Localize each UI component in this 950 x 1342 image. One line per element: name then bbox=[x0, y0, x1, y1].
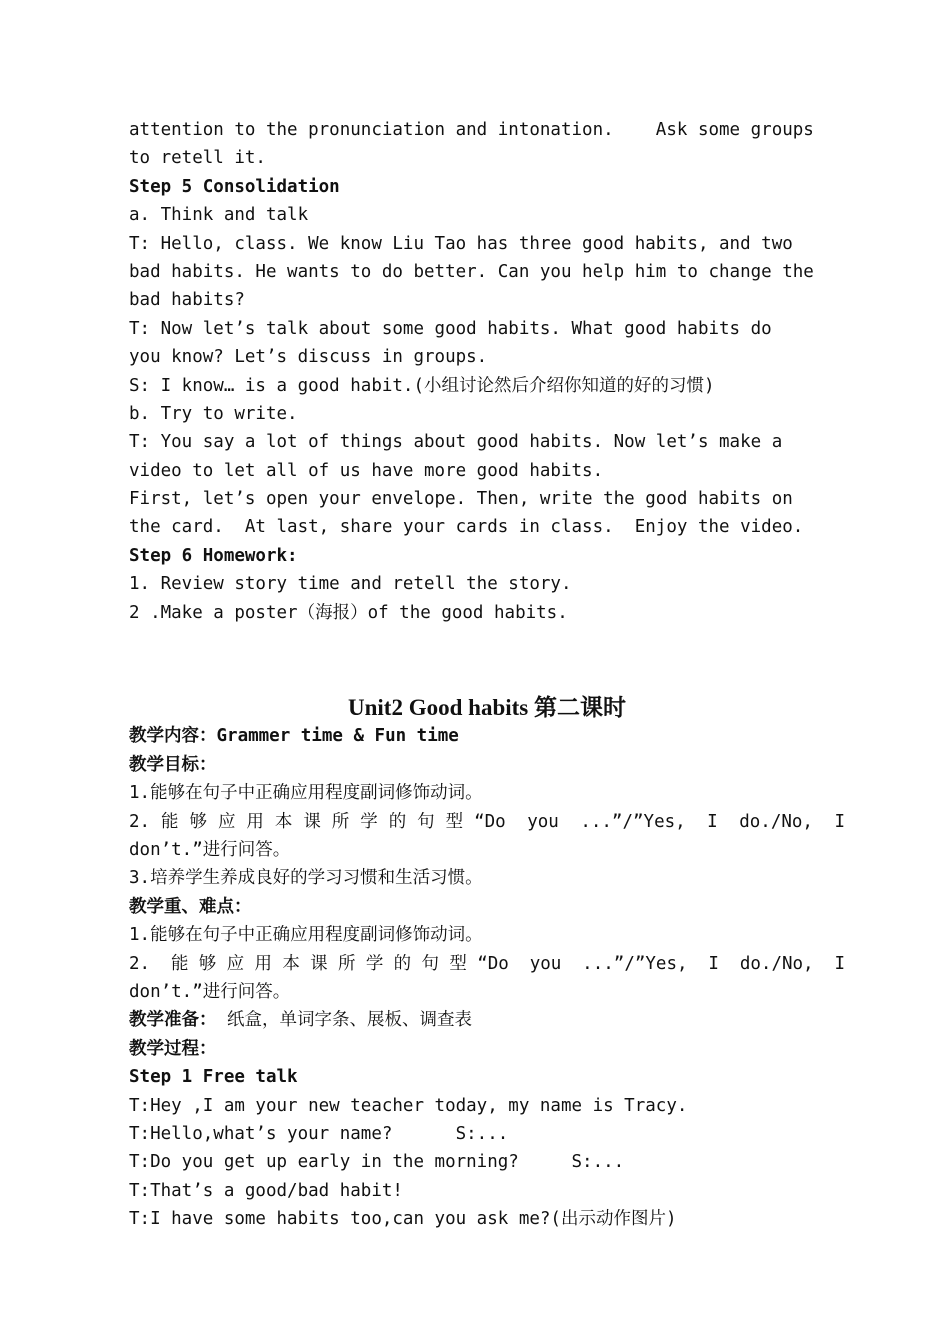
text-line: 2. 能够应用本课所学的句型“Do you ...”/”Yes, I do./No, I bbox=[129, 953, 845, 974]
text-line: T:Do you get up early in the morning? S:... bbox=[129, 1152, 625, 1173]
text-line: the card. At last, share your cards in class. Enjoy the video. bbox=[129, 517, 804, 538]
document-body bbox=[129, 116, 845, 1233]
text-line: don’t.”进行问答。 bbox=[129, 839, 291, 860]
text-line: video to let all of us have more good habits. bbox=[129, 460, 604, 481]
text-line: T:That’s a good/bad habit! bbox=[129, 1180, 403, 1201]
text-line: T: You say a lot of things about good habits. Now let’s make a bbox=[129, 432, 783, 453]
text-line: 3.培养学生养成良好的学习习惯和生活习惯。 bbox=[129, 868, 483, 889]
text-line: S: I know… is a good habit.(小组讨论然后介绍你知道的好的习惯) bbox=[129, 375, 715, 396]
text-line: T: Now let’s talk about some good habits. What good habits do bbox=[129, 318, 772, 339]
text-line: T: Hello, class. We know Liu Tao has three good habits, and two bbox=[129, 233, 793, 254]
section-heading: 教学重、难点： bbox=[129, 896, 252, 917]
text-line: bad habits? bbox=[129, 290, 245, 311]
section-heading: Step 1 Free talk bbox=[129, 1067, 298, 1088]
section-heading: 教学过程： bbox=[129, 1038, 217, 1059]
text-line: bad habits. He wants to do better. Can you help him to change the bbox=[129, 261, 814, 282]
text-line: to retell it. bbox=[129, 148, 266, 169]
text-line: don’t.”进行问答。 bbox=[129, 981, 291, 1002]
text-line: 1.能够在句子中正确应用程度副词修饰动词。 bbox=[129, 783, 483, 804]
text-line: 1. Review story time and retell the story. bbox=[129, 574, 572, 595]
blank-line bbox=[129, 655, 845, 693]
text-line: you know? Let’s discuss in groups. bbox=[129, 347, 488, 368]
text-line: First, let’s open your envelope. Then, write the good habits on bbox=[129, 489, 793, 510]
section-heading: 教学内容：Grammer time & Fun time bbox=[129, 726, 459, 747]
text-line: 2 .Make a poster（海报）of the good habits. bbox=[129, 602, 568, 623]
text-line: b. Try to write. bbox=[129, 403, 298, 424]
text-line bbox=[129, 1006, 845, 1034]
section-label: 教学准备： bbox=[129, 1010, 217, 1031]
text-value: 纸盒，单词字条、展板、调查表 bbox=[216, 1010, 473, 1031]
section-heading: Step 5 Consolidation bbox=[129, 176, 340, 197]
blank-line bbox=[129, 627, 845, 655]
text-line: T:I have some habits too,can you ask me?(出示动作图片) bbox=[129, 1209, 677, 1230]
text-line: T:Hello,what’s your name? S:... bbox=[129, 1123, 509, 1144]
text-line: 2.能够应用本课所学的句型“Do you ...”/”Yes, I do./No, I bbox=[129, 811, 845, 832]
text-line: attention to the pronunciation and intonation. Ask some groups bbox=[129, 120, 814, 140]
text-line: 1.能够在句子中正确应用程度副词修饰动词。 bbox=[129, 925, 483, 946]
text-line: a. Think and talk bbox=[129, 205, 309, 226]
section-heading: Step 6 Homework: bbox=[129, 545, 298, 566]
page-title: Unit2 Good habits 第二课时 bbox=[348, 695, 626, 721]
text-line: T:Hey ,I am your new teacher today, my name is Tracy. bbox=[129, 1095, 688, 1116]
section-heading: 教学目标： bbox=[129, 754, 217, 775]
